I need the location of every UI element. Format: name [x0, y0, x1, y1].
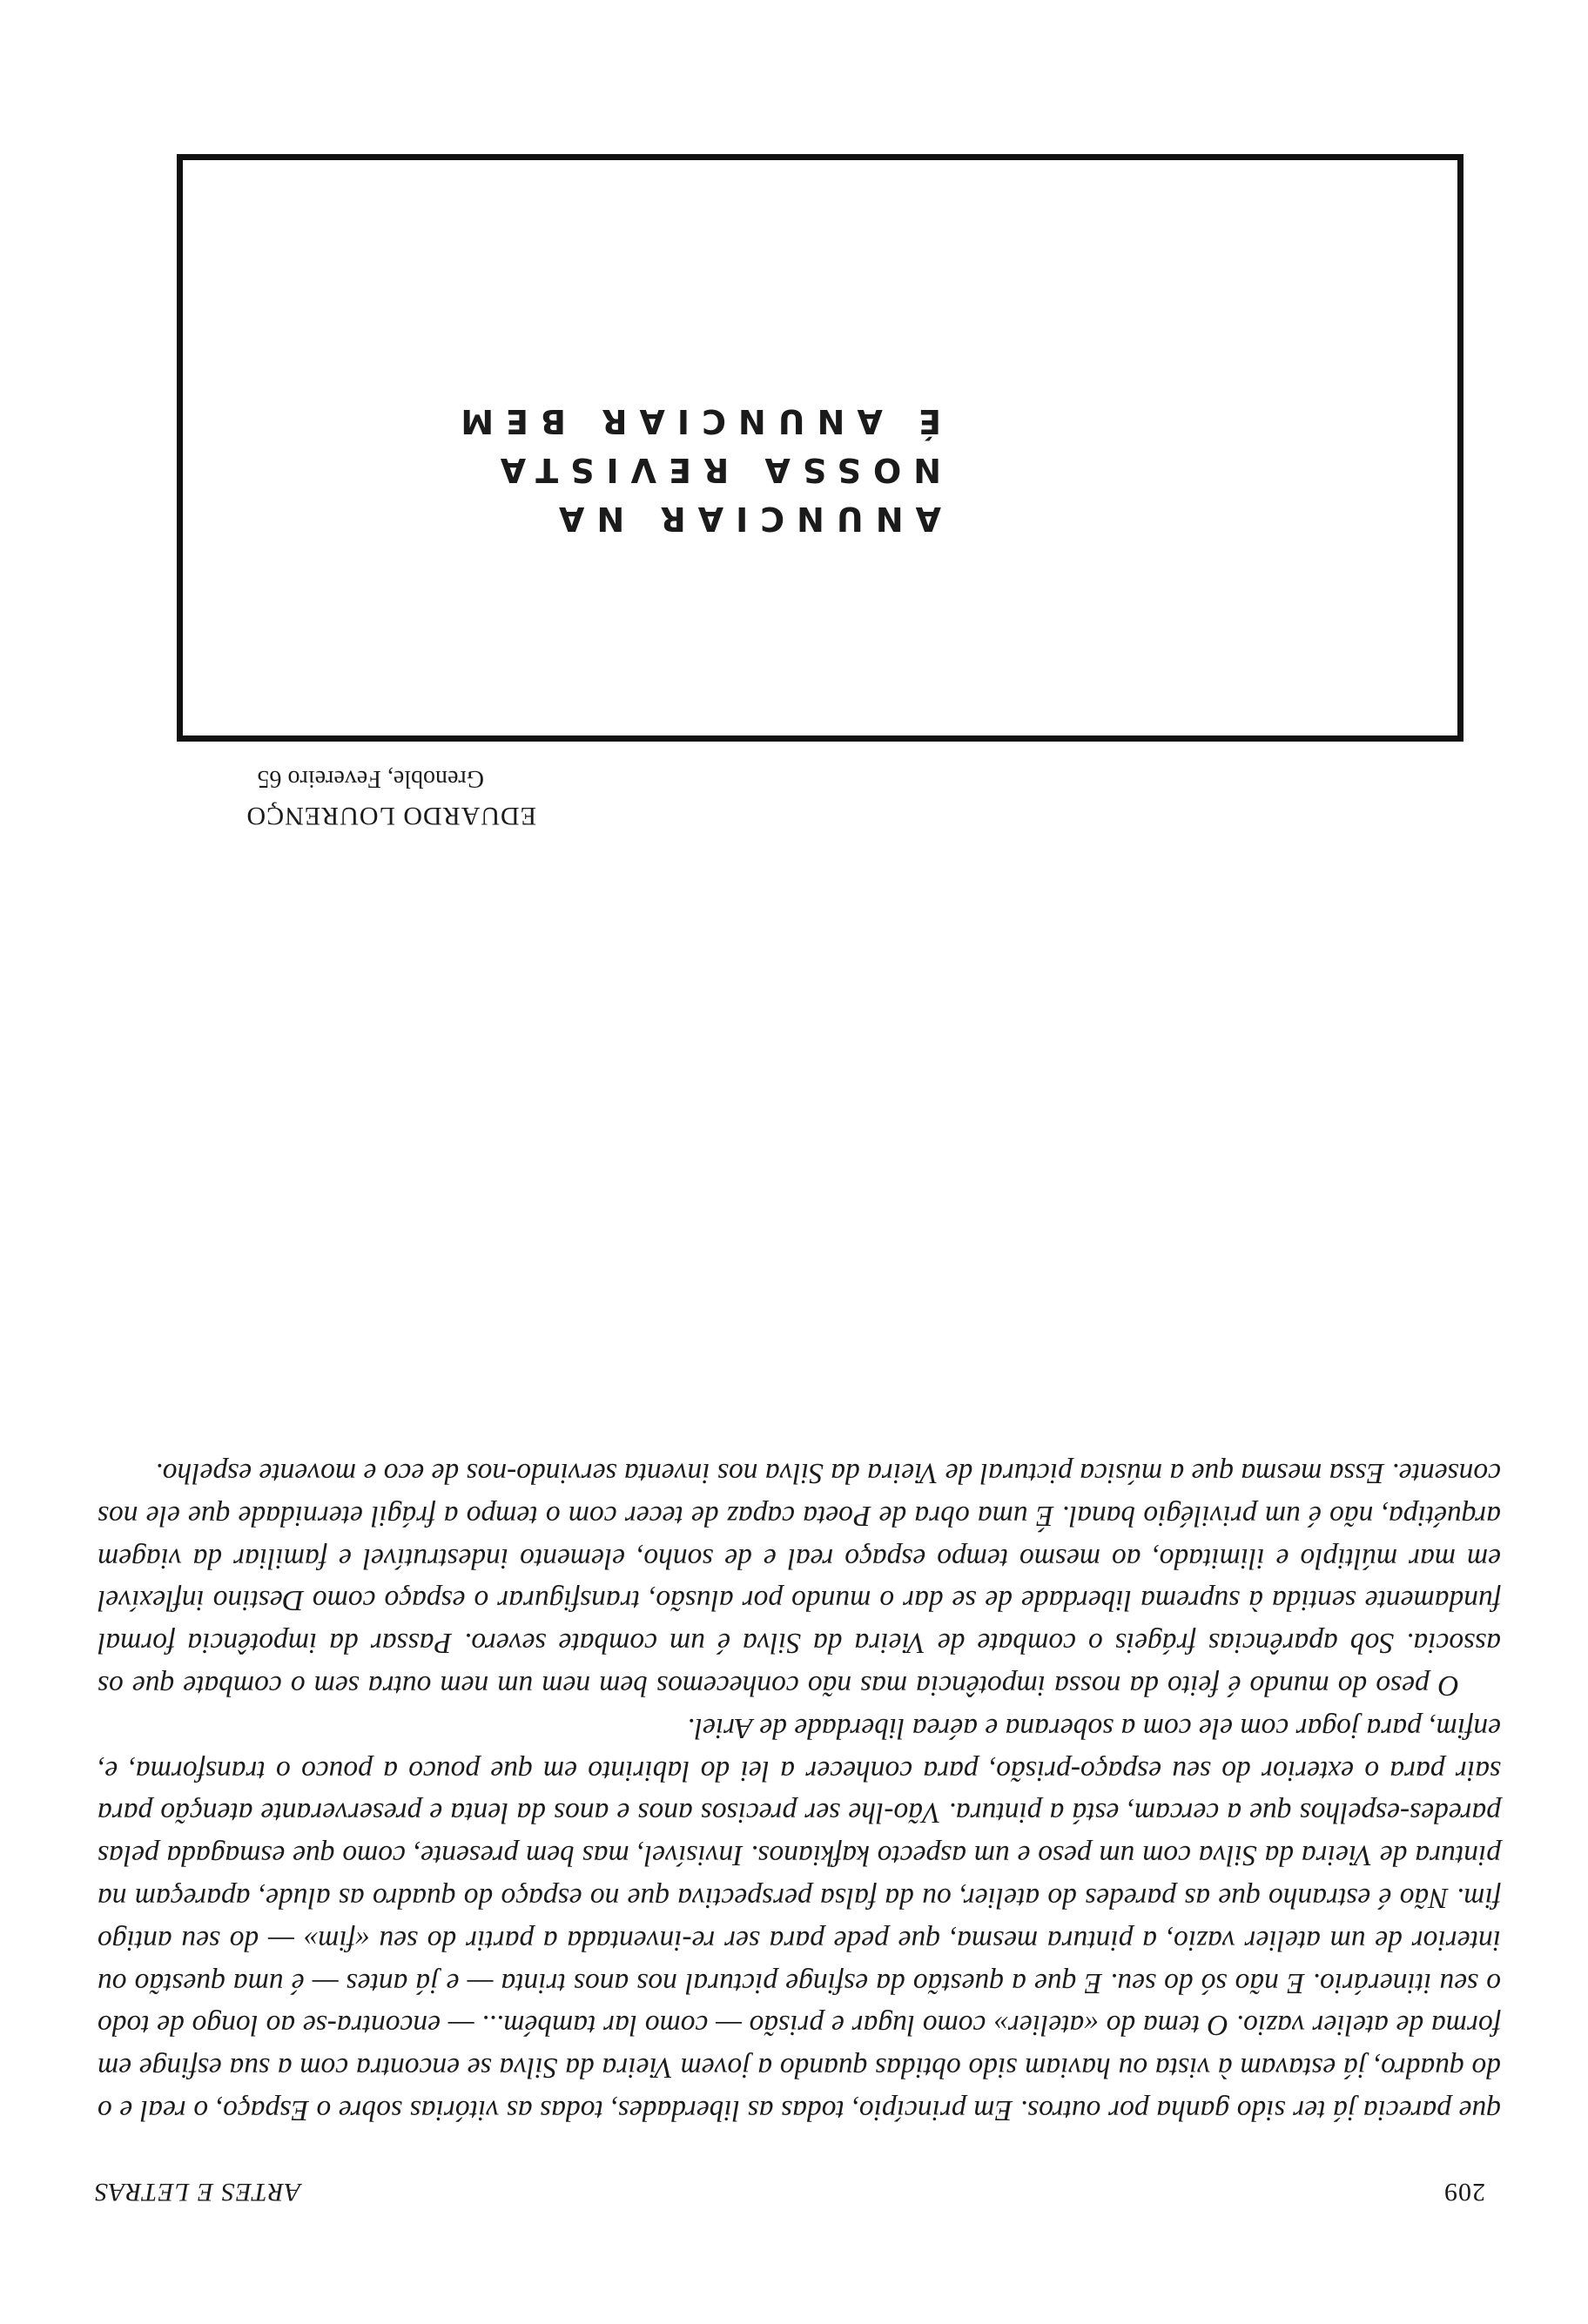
advertisement-text [448, 397, 941, 543]
ad-line-1: ANUNCIAR NA [546, 500, 941, 538]
author-name: EDUARDO LOURENÇO [246, 802, 536, 830]
ad-line-3: É ANUNCIAR BEM [448, 402, 941, 440]
page-number: 209 [1443, 2178, 1485, 2206]
journal-title: ARTES E LETRAS [94, 2178, 301, 2206]
ad-line-2: NOSSA REVISTA [488, 451, 941, 489]
paragraph: O peso do mundo é feito da nossa impotência mas não conhecemos bem nem um nem outra sem o combate que os associa. Sob aparências frágeis o combate de Vieira da Silva é um combate severo. Passar da impotência formal fundamente sentida à suprema liberdade de se dar o mundo por alusão, transfigurar o espaço como Destino inflexível em mar múltiplo e ilimitado, ao mesmo tempo espaço real e de sonho, elemento indestrutível e familiar da viagem arquétipa, não é um privilégio banal. É uma obra de Poeta capaz de tecer com o tempo a frágil eternidade que ele nos consente. Essa mesma que a música pictural de Vieira da Silva nos inventa servindo-nos de eco e movente espelho. [98, 1457, 1501, 1703]
paragraph: que parecia já ter sido ganha por outros. Em princípio, todas as liberdades, todas as vitórias sobre o Espaço, o real e o do quadro, já estavam à vista ou haviam sido obtidas quando a jovem Vieira da Silva se encontra com a sua esfinge em forma de atelier vazio. O tema do «atelier» como lugar e prisão — como lar também... — encontra-se ao longo de todo o seu itinerário. E não só do seu. E que a questão da esfinge pictural nos anos trinta — e já antes — é uma questão ou interior de um atelier vazio, a pintura mesma, que pede para ser re-inventada a partir do seu «fim» — do seu antigo fim. Não é estranho que as paredes do atelier, ou da falsa perspectiva que no espaço do quadro as alude, apareçam na pintura de Vieira da Silva com um peso e um aspecto kafkianos. Invisível, mas bem presente, como que esmagada pelas paredes-espelhos que a cercam, está a pintura. Vão-lhe ser precisos anos e anos da lenta e preserverante atenção para sair para o exterior do seu espaço-prisão, para conhecer a lei do labirinto em que pouco a pouco o transforma, e, enfim, para jogar com ele com a soberana e aérea liberdade de Ariel. [98, 1711, 1501, 2126]
advertisement-box [177, 154, 1464, 742]
article-body [98, 1451, 1501, 2131]
place-date: Grenoble, Fevereiro 65 [257, 765, 484, 792]
running-head [0, 2172, 1588, 2206]
author-signature [246, 764, 537, 830]
